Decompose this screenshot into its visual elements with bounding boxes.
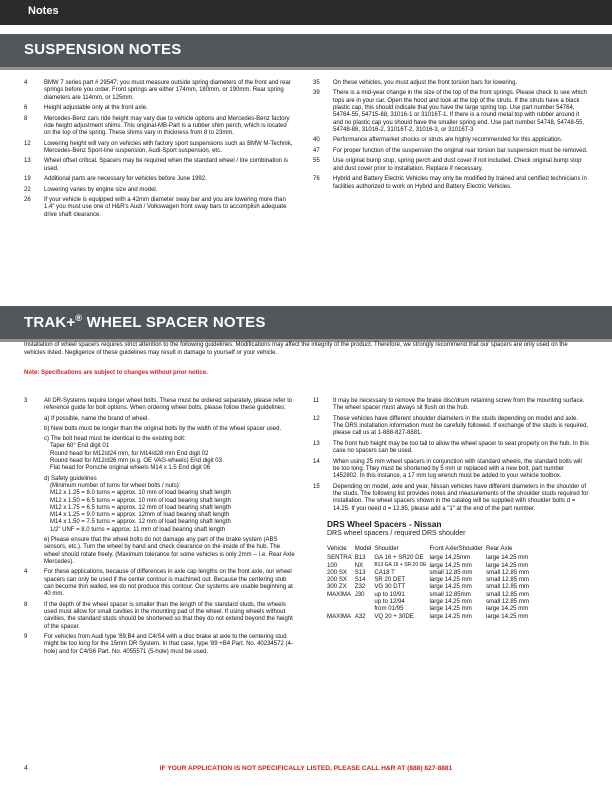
suspension-note: 39 There is a mid-year change in the size of the top of the front springs. Please check to see which tops are in your car. Open the hood and look at the top of the struts. If the struts have a black plastic cap, this should indicate that you have the large spring top. Use part number 54764, 54764-55, 54715-88, 31016-1 or 31016T-1. If there is a round metal top with rubber around it and no plastic cap you should have the smaller spring end. Use part number 54748, 54748-55, 54748-88, 31016-2, 31016T-2, 31016-3, or 31016T-3 [313,90,587,133]
suspension-title: SUSPENSION NOTES [24,41,182,58]
drs-title: DRS Wheel Spacers - Nissan [327,518,442,529]
suspension-note: 8 Mercedes-Benz cars ride height may vary due to vehicle options and Mercedes-Benz factory ride height adjustment shims. This original-MB-Part is a rubber shim perch, which is located on the top of the spring. These shims vary in thickness from 8 to 23mm. [24,115,290,137]
suspension-note: 12 Lowering height will vary on vehicles with factory sport suspensions such as BMW M-Technik, Mercedes-Benz Sport-line suspension, Audi-Sport suspension, etc. [24,140,293,154]
drs-section [313,519,589,620]
top-bar [0,0,612,25]
section-label: Notes [28,5,59,17]
table-row: 200 SX S14 SR 20 DET large 14.25 mm small 12.85 mm [327,576,529,584]
suspension-note: 47 For proper function of the suspension the original rear torsion bar suspension must be removed. [313,147,588,154]
suspension-note: 22 Lowering varies by engine size and model. [24,186,158,193]
suspension-note: 4 BMW 7 series part # 29547; you must measure outside spring diameters of the front and rear springs before you order. Front springs are either 174mm, 180mm, or 190mm. Rear spring diameters are 114mm, or 125mm. [24,80,291,101]
trak-note: 3 All DR-Systems require longer wheel bolts. These must be ordered separately, please refer to reference guide for bolt options. When ordering wheel bolts, please follow these guidelines: a) If possible, name the brand of wheel. b) New bolts must be longer than the original bolts by the width of the wheel spacer used. c) The bolt head must be identical to the existing bolt: Taper 60° End digit 01 Round head for M12/d24 mm, for M14/d28 mm End digit 02 Round head for M12/d26 mm (e.g. OE VAG-wheels) End digit 03 Flat head for Porsche original wheels M14 x 1.5 End digit 06 d) Safety guidelines (Minimum number of turns for wheel bolts / nuts): M12 x 1.25 = 8.0 turns = approx. 10 mm of load bearing shaft length M12 x 1.50 = 6.5 turns = approx. 10 mm of load bearing shaft length M12 x 1.75 = 6.5 turns = approx. 12 mm of load bearing shaft length M14 x 1.25 = 9.0 turns = approx. 12mm of load bearing shaft length M14 x 1.50 = 7.5 turns = approx. 12 mm of load bearing shaft length 1/2" UNF = 8.0 turns = approx. 11 mm of load bearing shaft length e) Please ensure that the wheel bolts do not damage any part of the brake system (ABS sensors, etc.). Turn the wheel by hand and check clearance on the inside of the hub. The wheel should rotate freely. (Maximum tolerance for some vehicles is only 2mm -- i.e. Rear Axle Mercedes). [24,398,295,565]
suspension-note: 35 On these vehicles, you must adjust the front torsion bars for lowering. [313,80,518,86]
trak-note: 12 These vehicles have different shoulder diameters in the studs depending on model and axle. The DRS installation information must be carefully followed. If exchange of the studs is required, please call us at 1-888-827-8881. [313,415,589,437]
trak-note: 14 When using 25 mm wheel spacers in conjunction with standard wheels, the standard bolts will be too long. They must be shortened by 5 mm or replaced with a new bolt, part number 1452802. In this instance, a 17 mm lug wrench must be added to your vehicle toolbox. [313,458,582,480]
suspension-header [0,34,612,67]
table-row: MAXIMA J30 up to 10/91 small 12.85mm small 12.85 mm [327,590,529,598]
table-row: MAXIMA A32 VQ 20 + 30DE large 14.25 mm large 14.25 mm [327,612,529,620]
drs-subtitle: DRS wheel spacers / required DRS shoulder [327,529,466,537]
trak-note: 8 If the depth of the wheel spacer is smaller than the length of the standard studs, the wheels used must allow for small cavities in the mounting pad of the wheel. If using wheels without cavities, the standard studs should be shortened so that they do not extend beyond the height of the spacer. [24,601,293,630]
spec-warning: Note: Specifications are subject to changes without prior notice. [24,370,208,376]
suspension-note: 13 Wheel offset critical. Spacers may be required when the standard wheel / tire combination is used. [24,158,289,172]
table-row: up to 12/94 large 14.25 mm small 12.85 mm [374,597,529,605]
table-row: from 01/95 large 14.25 mm large 14.25 mm [374,605,529,613]
trak-note: 4 For these applications, because of differences in axle cap lengths on the front axle, our wheel spacers can only be used if the center contour is machined out. Because the centering stub can become thin walled, we do not produce this contour. Our systems are usable beginning at 40 mm. [24,569,293,598]
suspension-note: 6 Height adjustable only at the front axle. [24,105,148,112]
suspension-note: 76 Hybrid and Battery Electric Vehicles may only be modified by trained and certified technicians in facilities authorized to work on Hybrid and Battery Electric Vehicles. [313,176,587,190]
table-row: 100 NX B13 GA 16 + SR 20 DE large 14.25 mm large 14.25 mm [327,561,529,569]
drs-table [327,545,532,620]
table-row: SENTRA B13 GA 16 + SR20 DE large 14.25mm large 14.25 mm [327,554,529,562]
table-row: 200 SX S13 CA18 T small 12.85 mm small 12.85 mm [327,568,529,576]
header-rule [0,67,612,70]
page-number: 4 [24,765,28,772]
trak-note: 15 Depending on model, axle and year, Nissan vehicles have different diameters in the shoulder of the studs. The following list provides notes and measurements of the shoulder studs required for installation. The wheel spacers shown in the catalog will be supplied with shoulder bolts d = 14.25. If you need d = 12.85, please add a "1" at the end of the part number. [313,483,589,512]
trak-title: TRAK+® WHEEL SPACER NOTES [24,313,266,331]
suspension-note: 55 Use original bump stop, spring perch and dust cover if not included. Check original bump stop and dust cover prior to installation. Replace if necessary. [313,158,582,172]
table-header-row: Vehicle Model Shoulder Front Axle/Shoulder Rear Axle [327,544,513,552]
trak-header [0,306,612,339]
suspension-right-column [313,80,589,194]
suspension-note: 26 If your vehicle is equipped with a 42mm diameter sway bar and you are lowering more than 1.4" you must use one of H&R's Audi / Volkswagen front sway bars to accomplish adequate drive shaft clearance. [24,197,287,218]
table-row: 300 ZX Z32 VG 30 DTT large 14.25 mm small 12.85 mm [327,583,529,591]
suspension-left-column [24,80,294,222]
trak-note: 13 The front hub height may be too tall to allow the wheel spacer to seat properly on the hub. In this case no spacers can be used. [313,440,589,455]
trak-note: 9 For vehicles from Audi type '89,B4 and C4/S4 with a disc brake at axle to the centering stud might be too long for the 15mm DR System. In that case, type '89 +B4 Part. No. 40234572 (4-hole) and for C4/S6 Part. No. 4055571 (5-hole) must be used. [24,634,293,655]
trak-right-column [313,398,589,620]
trak-intro: Installation of wheel spacers requires strict attention to the following guidelines. Modifications may affect the integrity of the product. Therefore, we strongly recommend that our spacers are only used on the vehicles listed. Negligence of these guidelines may result in damage to yourself or your vehicle. [24,342,568,356]
footer-message: IF YOUR APPLICATION IS NOT SPECIFICALLY LISTED, PLEASE CALL H&R AT (888) 827-8881 [159,765,453,772]
suspension-note: 40 Performance aftermarket shocks or struts are highly recommended for this application. [313,137,563,144]
trak-left-column [24,398,296,659]
trak-note: 11 It may be necessary to remove the brake disc/drum retaining screw from the mounting surface. The wheel spacer must always sit flush on the hub. [313,398,585,412]
suspension-note: 19 Additional parts are necessary for vehicles before June 1992. [24,176,207,183]
